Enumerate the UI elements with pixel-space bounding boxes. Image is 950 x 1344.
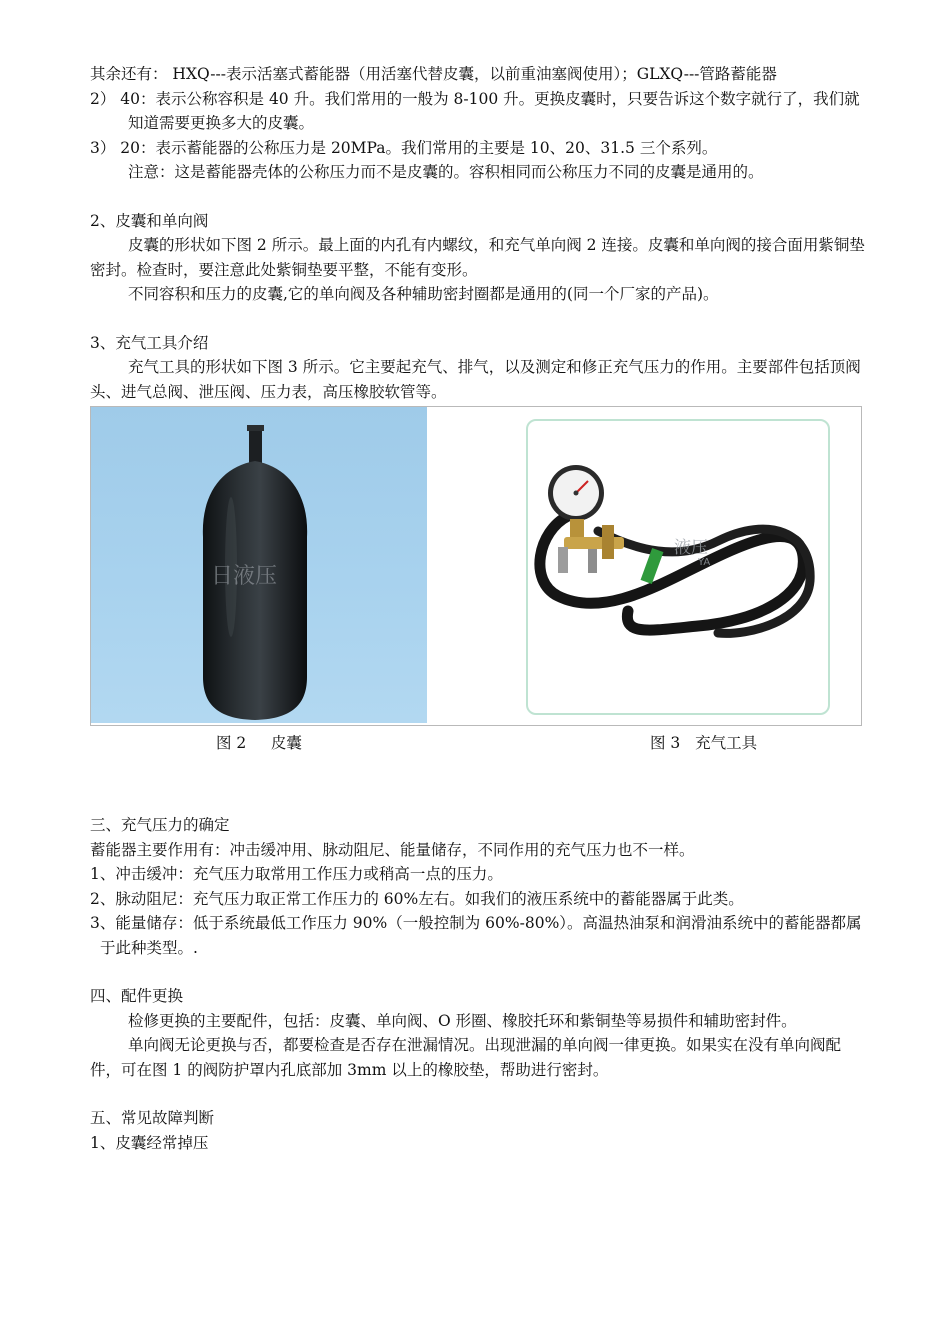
list-item-pulsation: 2、脉动阻尼：充气压力取正常工作压力的 60%左右。如我们的液压系统中的蓄能器属于此类。 [90, 889, 744, 908]
list-item-energy: 3、能量储存：低于系统最低工作压力 90%（一般控制为 60%-80%）。高温热油泵和润滑油系统中的蓄能器都属于此种类型。. [90, 914, 862, 957]
para-check-valve: 单向阀无论更换与否，都要检查是否存在泄漏情况。出现泄漏的单向阀一律更换。如果实在没有单向阀配件，可在图 1 的阀防护罩内孔底部加 3mm 以上的橡胶垫，帮助进行密封。 [90, 1036, 842, 1079]
heading-bladder-valve: 2、皮囊和单向阀 [90, 211, 209, 230]
list-item-pressure-loss: 1、皮囊经常掉压 [90, 1133, 209, 1152]
para-note: 注意：这是蓄能器壳体的公称压力而不是皮囊的。容积相同而公称压力不同的皮囊是通用的。 [128, 163, 764, 181]
para-parts-list: 检修更换的主要配件，包括：皮囊、单向阀、O 形圈、橡胶托环和紫铜垫等易损件和辅助密封件。 [128, 1011, 797, 1030]
fig2-watermark: 日液压 [211, 564, 278, 589]
charging-tool-photo [526, 419, 830, 715]
caption-fig3: 图 3 充气工具 [650, 734, 758, 752]
document-page [90, 62, 865, 1155]
heading-charge-pressure: 三、充气压力的确定 [90, 816, 230, 834]
para-bladder-shape: 皮囊的形状如下图 2 所示。最上面的内孔有内螺纹，和充气单向阀 2 连接。皮囊和单向阀的接合面用紫铜垫密封。检查时，要注意此处紫铜垫要平整，不能有变形。 [90, 236, 865, 279]
bladder-photo [91, 407, 427, 723]
para-others: 其余还有： HXQ---表示活塞式蓄能器（用活塞代替皮囊，以前重油塞阀使用）；GLXQ---管路蓄能器 [90, 65, 777, 83]
fig3-watermark-en: YA [698, 557, 711, 568]
list-item-volume: 2） 40：表示公称容积是 40 升。我们常用的一般为 8-100 升。更换皮囊时，只要告诉这个数字就行了，我们就知道需要更换多大的皮囊。 [90, 89, 860, 132]
heading-fault-diagnosis: 五、常见故障判断 [90, 1109, 215, 1127]
list-item-shock: 1、冲击缓冲：充气压力取常用工作压力或稍高一点的压力。 [90, 865, 503, 883]
list-item-pressure: 3） 20：表示蓄能器的公称压力是 20MPa。我们常用的主要是 10、20、31.5 三个系列。 [90, 138, 718, 157]
figure-frame [90, 406, 862, 726]
caption-fig2: 图 2 皮囊 [216, 734, 302, 752]
para-bladder-common: 不同容积和压力的皮囊,它的单向阀及各种辅助密封圈都是通用的(同一个厂家的产品)。 [128, 285, 719, 303]
heading-charging-tool: 3、充气工具介绍 [90, 333, 209, 352]
charging-tool-image [528, 421, 828, 713]
para-charging-tool: 充气工具的形状如下图 3 所示。它主要起充气、排气，以及测定和修正充气压力的作用。主要部件包括顶阀头、进气总阀、泄压阀、压力表，高压橡胶软管等。 [90, 358, 861, 401]
heading-parts-replacement: 四、配件更换 [90, 987, 184, 1005]
para-charge-intro: 蓄能器主要作用有：冲击缓冲用、脉动阻尼、能量储存，不同作用的充气压力也不一样。 [90, 840, 695, 859]
figure-captions [90, 729, 860, 757]
fig3-watermark: 液压 [674, 538, 708, 558]
